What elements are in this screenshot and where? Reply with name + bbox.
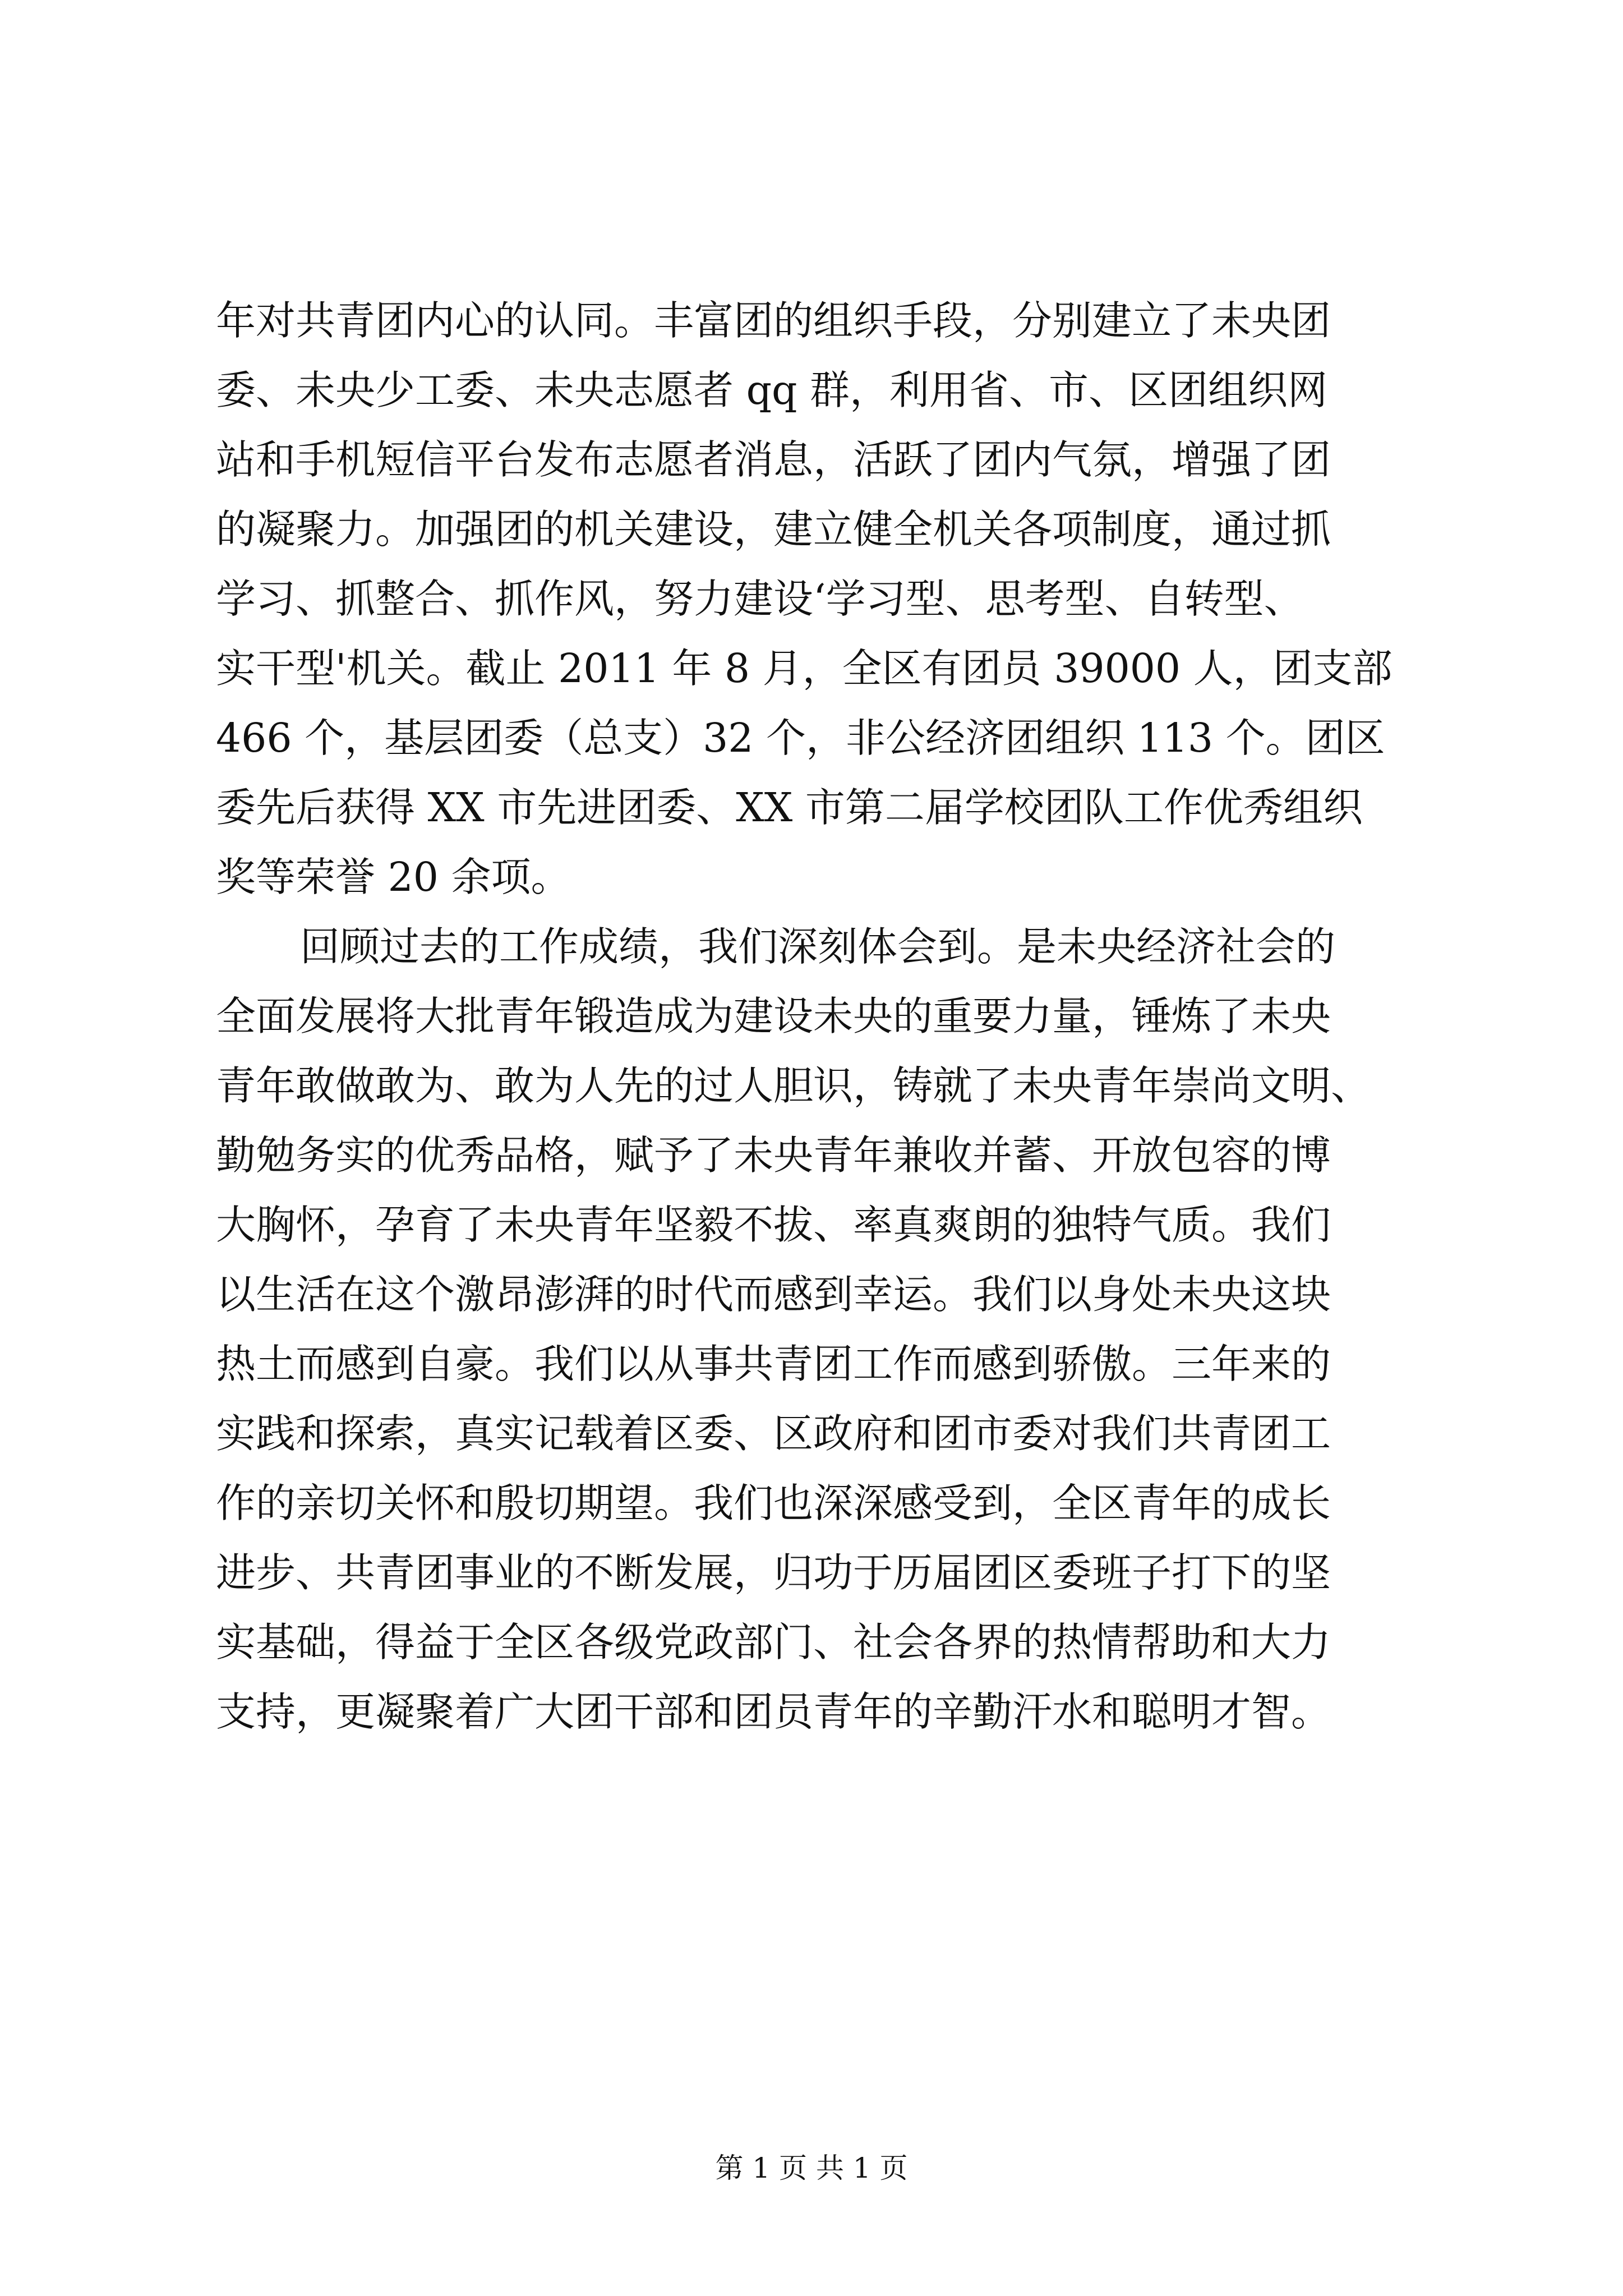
text-line: 勤勉务实的优秀品格，赋予了未央青年兼收并蓄、开放包容的博 <box>216 1132 1331 1179</box>
text-line: 委先后获得 XX 市先进团委、XX 市第二届学校团队工作优秀组织 <box>216 784 1363 831</box>
text-line: 实践和探索，真实记载着区委、区政府和团市委对我们共青团工 <box>216 1410 1331 1457</box>
text-line: 年对共青团内心的认同。丰富团的组织手段，分别建立了未央团 <box>216 297 1331 344</box>
text-line: 进步、共青团事业的不断发展，归功于历届团区委班子打下的坚 <box>216 1549 1331 1596</box>
text-line: 的凝聚力。加强团的机关建设，建立健全机关各项制度，通过抓 <box>216 506 1331 553</box>
text-line: 466 个，基层团委（总支）32 个，非公经济团组织 113 个。团区 <box>216 715 1385 761</box>
page-footer: 第 1 页 共 1 页 <box>715 2152 908 2184</box>
text-line: 实干型'机关。截止 2011 年 8 月，全区有团员 39000 人，团支部 <box>216 645 1393 692</box>
text-line: 热土而感到自豪。我们以从事共青团工作而感到骄傲。三年来的 <box>216 1341 1331 1387</box>
text-line: 青年敢做敢为、敢为人先的过人胆识，铸就了未央青年崇尚文明、 <box>216 1062 1371 1109</box>
text-line: 支持，更凝聚着广大团干部和团员青年的辛勤汗水和聪明才智。 <box>216 1688 1331 1735</box>
text-line: 学习、抓整合、抓作风，努力建设‘学习型、思考型、自转型、 <box>216 576 1304 622</box>
text-line: 作的亲切关怀和殷切期望。我们也深深感受到，全区青年的成长 <box>216 1480 1331 1526</box>
text-line: 站和手机短信平台发布志愿者消息，活跃了团内气氛，增强了团 <box>216 436 1331 483</box>
text-line: 实基础，得益于全区各级党政部门、社会各界的热情帮助和大力 <box>216 1619 1331 1665</box>
body-text <box>216 286 1410 1747</box>
text-line: 奖等荣誉 20 余项。 <box>216 854 571 900</box>
text-line: 全面发展将大批青年锻造成为建设未央的重要力量，锤炼了未央 <box>216 993 1331 1039</box>
text-line: 以生活在这个激昂澎湃的时代而感到幸运。我们以身处未央这块 <box>216 1271 1331 1318</box>
text-line: 委、未央少工委、未央志愿者 qq 群，利用省、市、区团组织网 <box>216 367 1328 413</box>
paragraph-start-line: 回顾过去的工作成绩，我们深刻体会到。是未央经济社会的 <box>300 923 1336 970</box>
text-line: 大胸怀，孕育了未央青年坚毅不拔、率真爽朗的独特气质。我们 <box>216 1202 1331 1248</box>
